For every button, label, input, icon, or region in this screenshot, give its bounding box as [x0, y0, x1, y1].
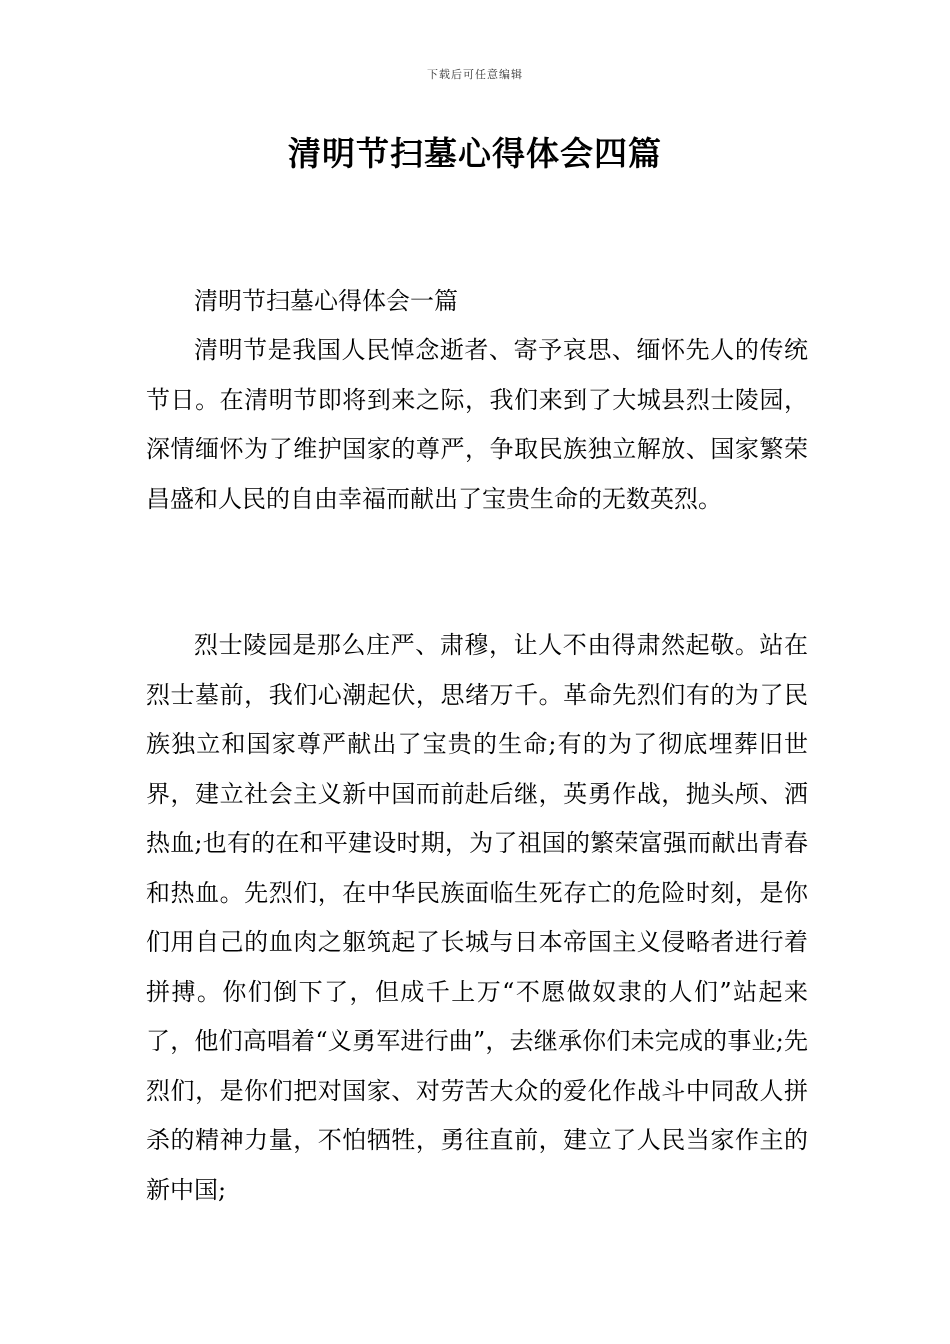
- page-title: 清明节扫墓心得体会四篇: [288, 134, 662, 173]
- paragraph-1: 清明节是我国人民悼念逝者、寄予哀思、缅怀先人的传统节日。在清明节即将到来之际，我们来到了大城县烈士陵园，深情缅怀为了维护国家的尊严，争取民族独立解放、国家繁荣昌盛和人民的自由幸福而献出了宝贵生命的无数英烈。: [146, 336, 808, 513]
- section-heading: 清明节扫墓心得体会一篇: [194, 287, 458, 315]
- paragraph-2: 烈士陵园是那么庄严、肃穆，让人不由得肃然起敬。站在烈士墓前，我们心潮起伏，思绪万千。革命先烈们有的为了民族独立和国家尊严献出了宝贵的生命;有的为了彻底埋葬旧世界，建立社会主义新中国而前赴后继，英勇作战，抛头颅、洒热血;也有的在和平建设时期，为了祖国的繁荣富强而献出青春和热血。先烈们，在中华民族面临生死存亡的危险时刻，是你们用自己的血肉之躯筑起了长城与日本帝国主义侵略者进行着拼搏。你们倒下了，但成千上万“不愿做奴隶的人们”站起来了，他们高唱着“义勇军进行曲”，去继承你们未完成的事业;先烈们，是你们把对国家、对劳苦大众的爱化作战斗中同敌人拼杀的精神力量，不怕牺牲，勇往直前，建立了人民当家作主的新中国;: [146, 631, 808, 1204]
- header-note: 下载后可任意编辑: [427, 68, 523, 81]
